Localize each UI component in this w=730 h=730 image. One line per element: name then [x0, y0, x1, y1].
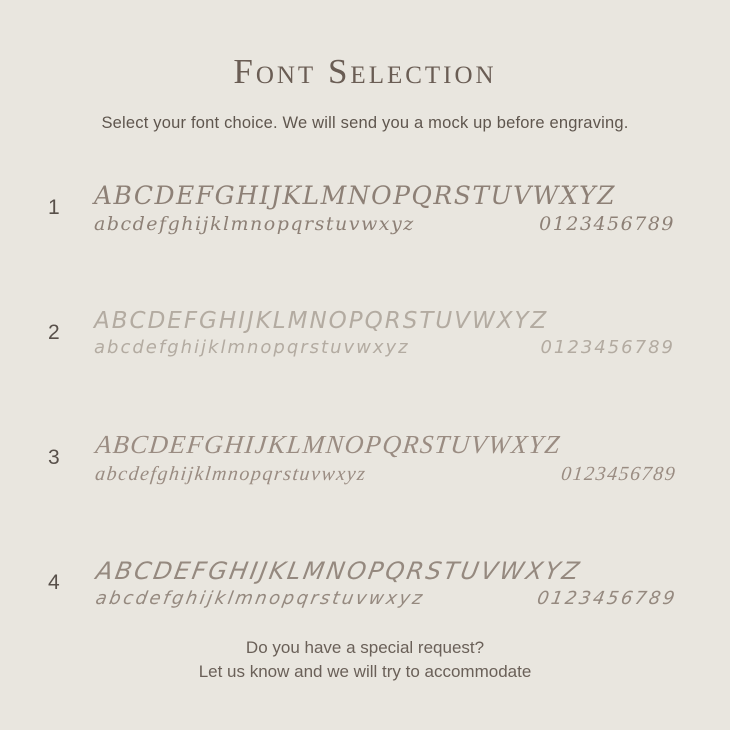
- lowercase-sample: abcdefghijklmnopqrstuvwxyz: [94, 588, 427, 609]
- font-option-1-number: 1: [48, 196, 60, 219]
- digits-sample: 0123456789: [560, 463, 678, 485]
- page-title: Font Selection: [233, 52, 497, 91]
- uppercase-sample: ABCDEFGHIJKLMNOPQRSTUVWXYZ: [94, 308, 549, 334]
- font-option-4-number: 4: [48, 571, 60, 594]
- font-option-3-samples: [94, 430, 678, 486]
- subtitle: Select your font choice. We will send you a mock up before engraving.: [101, 114, 629, 132]
- font-option-1: [0, 173, 730, 243]
- lowercase-sample: abcdefghijklmnopqrstuvwxyz: [94, 463, 368, 485]
- font-option-3: [0, 423, 730, 493]
- uppercase-sample: ABCDEFGHIJKLMNOPQRSTUVWXYZ: [94, 181, 617, 210]
- font-option-2-samples: [94, 308, 675, 358]
- font-options-list: [0, 173, 730, 618]
- digits-sample: 0123456789: [539, 213, 675, 235]
- footer-note: [0, 636, 730, 684]
- font-option-4: [0, 548, 730, 618]
- uppercase-sample: ABCDEFGHIJKLMNOPQRSTUVWXYZ: [94, 557, 584, 585]
- lowercase-sample: abcdefghijklmnopqrstuvwxyz: [94, 213, 415, 235]
- lowercase-sample: abcdefghijklmnopqrstuvwxyz: [94, 337, 410, 358]
- footer-request-answer: Let us know and we will try to accommodate: [198, 662, 532, 681]
- digits-sample: 0123456789: [535, 588, 679, 609]
- digits-sample: 0123456789: [540, 337, 675, 358]
- uppercase-sample: ABCDEFGHIJKLMNOPQRSTUVWXYZ: [94, 430, 563, 459]
- font-option-2-number: 2: [48, 321, 60, 344]
- footer-request-question: Do you have a special request?: [245, 638, 485, 657]
- font-option-2: [0, 298, 730, 368]
- font-option-3-number: 3: [48, 446, 60, 469]
- font-option-1-samples: [94, 181, 675, 235]
- font-option-4-samples: [94, 557, 679, 609]
